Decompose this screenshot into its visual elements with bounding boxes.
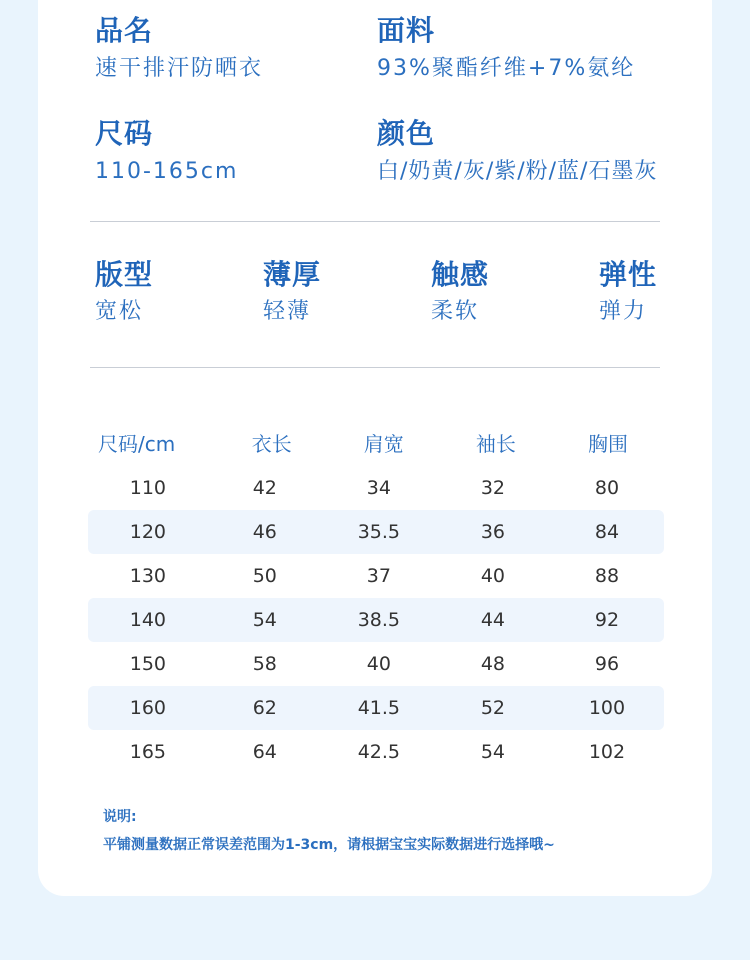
product-name-block: [95, 14, 263, 84]
table-cell: 34: [366, 477, 391, 499]
table-cell: 41.5: [357, 697, 401, 719]
table-cell: 36: [480, 521, 506, 543]
feature-touch: [431, 258, 489, 327]
table-cell: 120: [129, 521, 167, 543]
feature-thickness: [263, 258, 321, 327]
table-cell: 46: [252, 521, 277, 543]
fabric-label: 面料: [377, 14, 436, 47]
measurement-note: [103, 806, 555, 856]
feature-label: 薄厚: [263, 258, 322, 291]
table-header-cell: 尺码/cm: [98, 431, 176, 456]
table-cell: 140: [129, 609, 167, 631]
feature-label: 弹性: [599, 258, 658, 291]
table-cell: 42: [252, 477, 277, 499]
table-header-cell: 衣长: [251, 431, 292, 456]
feature-value: 柔软: [431, 299, 480, 324]
table-cell: 44: [480, 609, 506, 631]
divider-bottom: [90, 367, 660, 368]
table-cell: 54: [480, 741, 506, 763]
feature-label: 触感: [431, 258, 490, 291]
table-cell: 165: [129, 741, 167, 763]
table-cell: 110: [129, 477, 167, 499]
feature-value: 宽松: [95, 299, 144, 324]
table-cell: 102: [588, 741, 626, 763]
table-cell: 80: [594, 477, 620, 499]
table-cell: 37: [366, 565, 391, 587]
table-row: [88, 686, 664, 730]
table-cell: 35.5: [357, 521, 401, 543]
table-row: [88, 554, 664, 598]
table-row: [88, 466, 664, 510]
table-header-cell: 胸围: [587, 431, 628, 456]
table-cell: 64: [252, 741, 277, 763]
table-cell: 84: [594, 521, 620, 543]
color-value: 白/奶黄/灰/紫/粉/蓝/石墨灰: [377, 159, 658, 184]
feature-elasticity: [599, 258, 657, 327]
size-range-label: 尺码: [95, 117, 154, 150]
table-cell: 32: [480, 477, 506, 499]
fabric-block: [377, 14, 635, 84]
table-row: [88, 642, 664, 686]
table-row: [88, 730, 664, 774]
table-header-row: [88, 420, 664, 464]
size-range-value: 110-165cm: [95, 159, 239, 184]
table-cell: 48: [480, 653, 506, 675]
table-cell: 50: [252, 565, 277, 587]
product-name-value: 速干排汗防晒衣: [95, 56, 264, 81]
size-range-block: [95, 117, 238, 187]
feature-value: 轻薄: [263, 299, 312, 324]
table-cell: 38.5: [357, 609, 401, 631]
table-cell: 92: [594, 609, 620, 631]
feature-fit: [95, 258, 153, 327]
color-block: [377, 117, 657, 187]
table-cell: 40: [366, 653, 391, 675]
table-cell: 100: [588, 697, 626, 719]
note-title: 说明:: [103, 809, 137, 825]
table-cell: 54: [252, 609, 277, 631]
feature-label: 版型: [95, 258, 154, 291]
note-text: 平铺测量数据正常误差范围为1-3cm，请根据宝宝实际数据进行选择哦~: [103, 837, 555, 853]
table-row: [88, 598, 664, 642]
divider-top: [90, 221, 660, 222]
table-cell: 150: [129, 653, 167, 675]
product-name-label: 品名: [95, 14, 154, 47]
fabric-value: 93%聚酯纤维+7%氨纶: [377, 56, 636, 81]
table-cell: 160: [129, 697, 167, 719]
color-label: 颜色: [377, 117, 436, 150]
table-cell: 40: [480, 565, 506, 587]
feature-value: 弹力: [599, 299, 648, 324]
table-cell: 52: [480, 697, 506, 719]
table-header-cell: 袖长: [475, 431, 516, 456]
table-cell: 62: [252, 697, 277, 719]
table-cell: 42.5: [357, 741, 401, 763]
table-cell: 58: [252, 653, 277, 675]
table-cell: 88: [594, 565, 620, 587]
table-cell: 130: [129, 565, 167, 587]
size-table: [88, 420, 664, 774]
table-header-cell: 肩宽: [363, 431, 404, 456]
table-row: [88, 510, 664, 554]
table-cell: 96: [594, 653, 620, 675]
